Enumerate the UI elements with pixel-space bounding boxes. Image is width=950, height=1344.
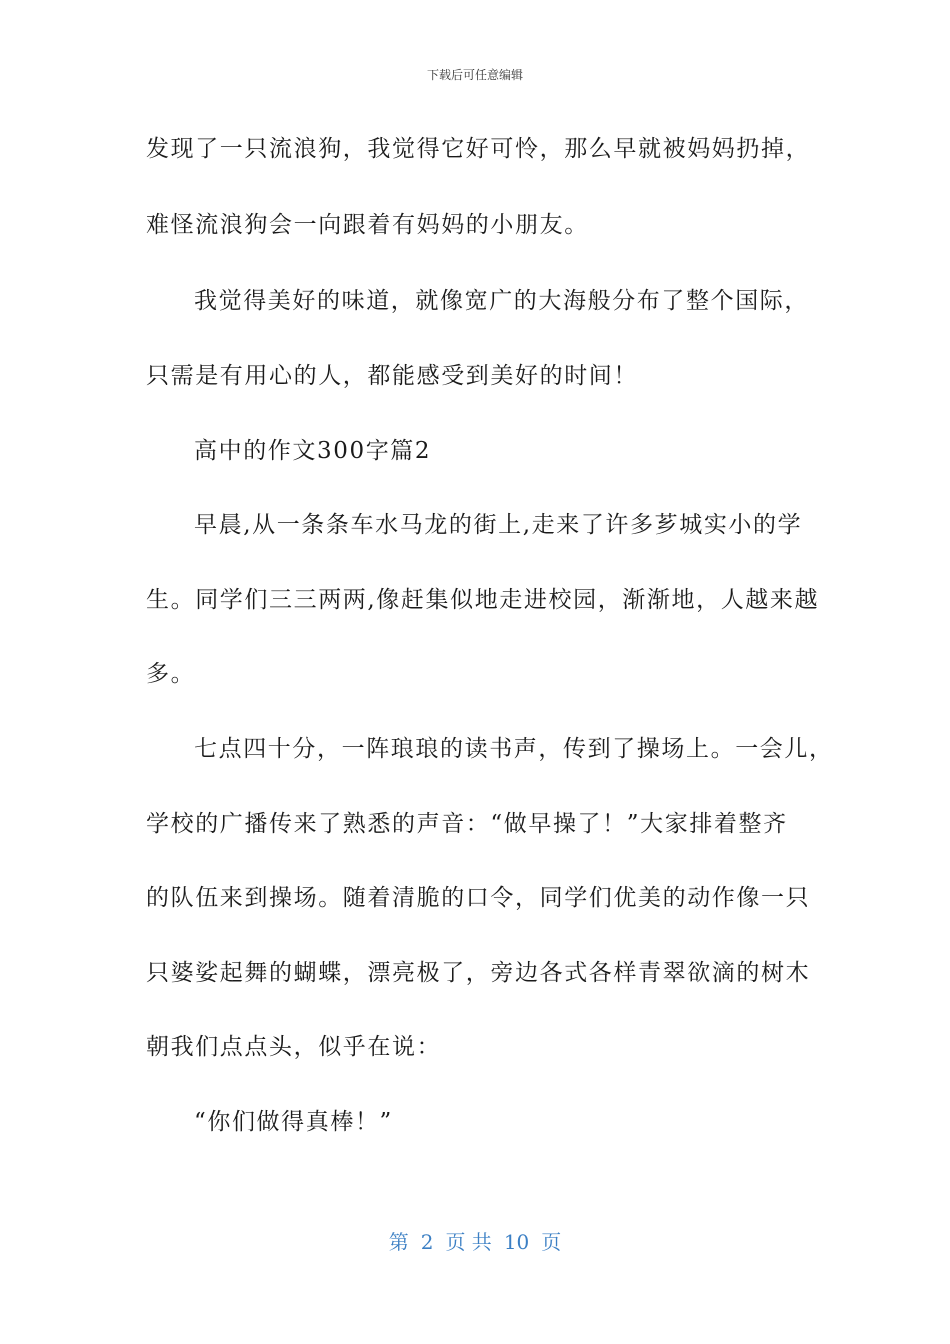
paragraph-line: 我觉得美好的味道，就像宽广的大海般分布了整个国际， — [194, 288, 809, 314]
paragraph-line: 朝我们点点头，似乎在说： — [146, 1034, 442, 1060]
footer-suffix: 页 — [541, 1230, 562, 1254]
footer-page-number: 2 — [420, 1230, 434, 1254]
paragraph-line: 早晨,从一条条车水马龙的街上,走来了许多芗城实小的学 — [194, 512, 803, 538]
paragraph-line: 发现了一只流浪狗，我觉得它好可怜，那么早就被妈妈扔掉， — [146, 136, 811, 162]
paragraph-line: 的队伍来到操场。随着清脆的口令，同学们优美的动作像一只 — [146, 885, 811, 911]
paragraph-line: 学校的广播传来了熟悉的声音：“做早操了！”大家排着整齐 — [146, 811, 788, 837]
paragraph-line: 多。 — [146, 661, 196, 687]
footer-prefix: 第 — [388, 1230, 409, 1254]
quote-line: “你们做得真棒！” — [194, 1109, 393, 1135]
paragraph-line: 只需是有用心的人，都能感受到美好的时间！ — [146, 363, 638, 389]
section-heading: 高中的作文300字篇2 — [194, 438, 432, 464]
paragraph-line: 生。同学们三三两两,像赶集似地走进校园，渐渐地，人越来越 — [146, 587, 820, 613]
footer-total-pages: 10 — [503, 1230, 530, 1254]
page-header: 下载后可任意编辑 — [426, 68, 523, 82]
page-footer — [0, 1226, 950, 1255]
paragraph-line: 难怪流浪狗会一向跟着有妈妈的小朋友。 — [146, 212, 589, 238]
paragraph-line: 只婆娑起舞的蝴蝶，漂亮极了，旁边各式各样青翠欲滴的树木 — [146, 960, 811, 986]
footer-middle: 页 共 — [445, 1230, 492, 1254]
paragraph-line: 七点四十分，一阵琅琅的读书声，传到了操场上。一会儿， — [194, 736, 834, 762]
